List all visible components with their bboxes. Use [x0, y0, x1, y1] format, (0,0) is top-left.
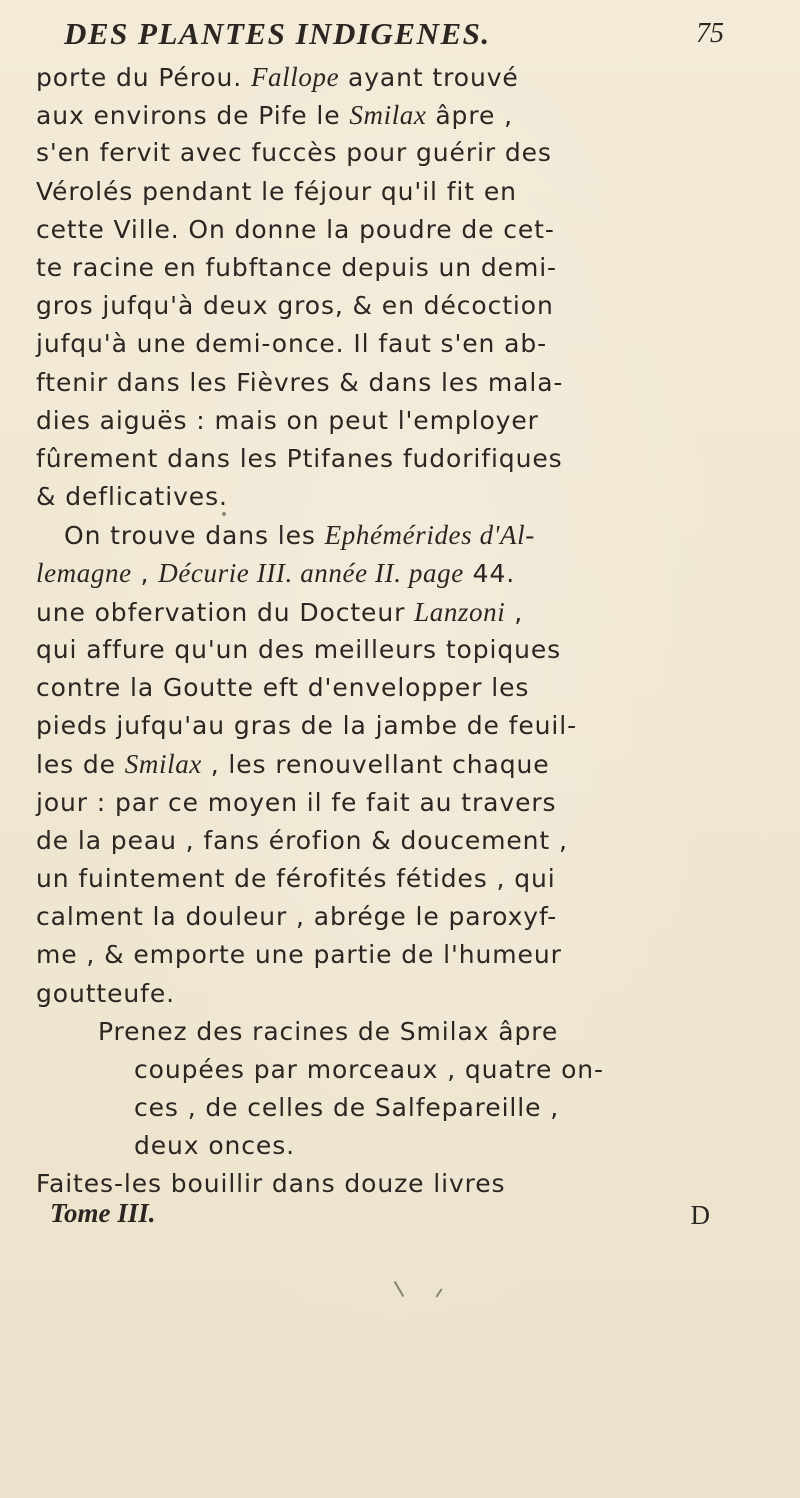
text-line: [36, 631, 776, 669]
text-run: ayant trouvé: [339, 63, 519, 92]
text-line: [36, 58, 776, 96]
text-run: cette Ville. On donne la poudre de cet-: [36, 214, 555, 244]
text-line: [36, 173, 776, 211]
text-run: ,: [505, 597, 524, 627]
page-footer: [50, 1198, 710, 1238]
page-body-text: [36, 58, 776, 1204]
text-run: ftenir dans les Fièvres & dans les mala-: [36, 367, 564, 397]
italic-text-run: Lanzoni: [414, 596, 506, 627]
text-line: [36, 593, 776, 631]
italic-text-run: lemagne: [36, 558, 132, 589]
text-run: & deflicatives.: [36, 482, 228, 512]
text-run: Prenez des racines de Smilax âpre: [98, 1016, 559, 1046]
text-run: qui affure qu'un des meilleurs topiques: [36, 634, 562, 664]
text-run: calment la douleur , abrége le paroxyf-: [36, 902, 558, 932]
text-line: [36, 440, 776, 478]
text-line: [36, 745, 776, 783]
text-line: [36, 211, 776, 249]
text-run: jour : par ce moyen il fe fait au travers: [36, 787, 557, 817]
text-line: [36, 1051, 776, 1089]
running-header: [64, 14, 724, 64]
paper-speck: [394, 1281, 405, 1298]
italic-text-run: Smilax: [349, 100, 427, 131]
text-run: ,: [131, 559, 159, 589]
text-run: , les renouvellant chaque: [201, 750, 550, 780]
text-run: une obfervation du Docteur: [36, 597, 415, 627]
text-run: contre la Goutte eft d'envelopper les: [36, 673, 530, 702]
text-run: un fuintement de férofités fétides , qui: [36, 863, 556, 893]
text-line: [36, 860, 776, 898]
text-line: [36, 325, 776, 363]
text-run: ces , de celles de Salfepareille ,: [134, 1093, 560, 1123]
text-line: [36, 936, 776, 974]
italic-text-run: Décurie III. année II. page: [158, 558, 464, 589]
text-line: [36, 134, 776, 172]
text-line: [36, 516, 776, 554]
text-run: fûrement dans les Ptifanes fudorifiques: [36, 443, 563, 473]
text-run: aux environs de Pife le: [36, 101, 350, 131]
text-run: porte du Pérou.: [36, 63, 251, 92]
text-line: [36, 249, 776, 287]
text-run: 44.: [463, 559, 516, 589]
text-line: [36, 822, 776, 860]
italic-text-run: Ephémérides d'Al-: [324, 520, 535, 551]
text-run: les de: [36, 750, 125, 780]
text-line: [36, 96, 776, 134]
text-line: [36, 1127, 776, 1165]
italic-text-run: Smilax: [124, 749, 202, 780]
text-line: [36, 1013, 776, 1051]
text-run: goutteufe.: [36, 978, 175, 1008]
text-run: me , & emporte une partie de l'humeur: [36, 940, 562, 970]
text-line: [36, 784, 776, 822]
text-line: [36, 402, 776, 440]
text-run: Vérolés pendant le féjour qu'il fit en: [36, 176, 517, 206]
text-line: [36, 554, 776, 592]
text-line: [36, 975, 776, 1013]
text-line: [36, 364, 776, 402]
text-line: [36, 669, 776, 707]
signature-mark: D: [690, 1200, 710, 1230]
text-line: [36, 287, 776, 325]
text-run: On trouve dans les: [64, 521, 325, 551]
text-run: de la peau , fans érofion & doucement ,: [36, 825, 568, 855]
text-run: jufqu'à une demi-once. Il faut s'en ab-: [36, 329, 548, 359]
text-run: deux onces.: [134, 1131, 295, 1161]
text-line: [36, 478, 776, 516]
text-run: pieds jufqu'au gras de la jambe de feuil-: [36, 711, 578, 741]
text-line: [36, 898, 776, 936]
volume-label: Tome III.: [50, 1198, 156, 1228]
text-line: [36, 1089, 776, 1127]
text-run: âpre ,: [426, 101, 513, 131]
text-run: coupées par morceaux , quatre on-: [134, 1054, 604, 1084]
paper-speck: [222, 512, 226, 516]
paper-speck: [435, 1288, 442, 1297]
italic-text-run: Fallope: [250, 62, 340, 92]
text-run: gros jufqu'à deux gros, & en décoction: [36, 291, 554, 321]
text-run: Faites-les bouillir dans douze livres: [36, 1169, 506, 1199]
running-title: DES PLANTES INDIGENES.: [64, 16, 491, 51]
page-number: 75: [696, 18, 724, 49]
text-line: [36, 707, 776, 745]
text-run: te racine en fubftance depuis un demi-: [36, 252, 557, 282]
text-run: dies aiguës : mais on peut l'employer: [36, 405, 539, 435]
text-run: s'en fervit avec fuccès pour guérir des: [36, 138, 552, 168]
